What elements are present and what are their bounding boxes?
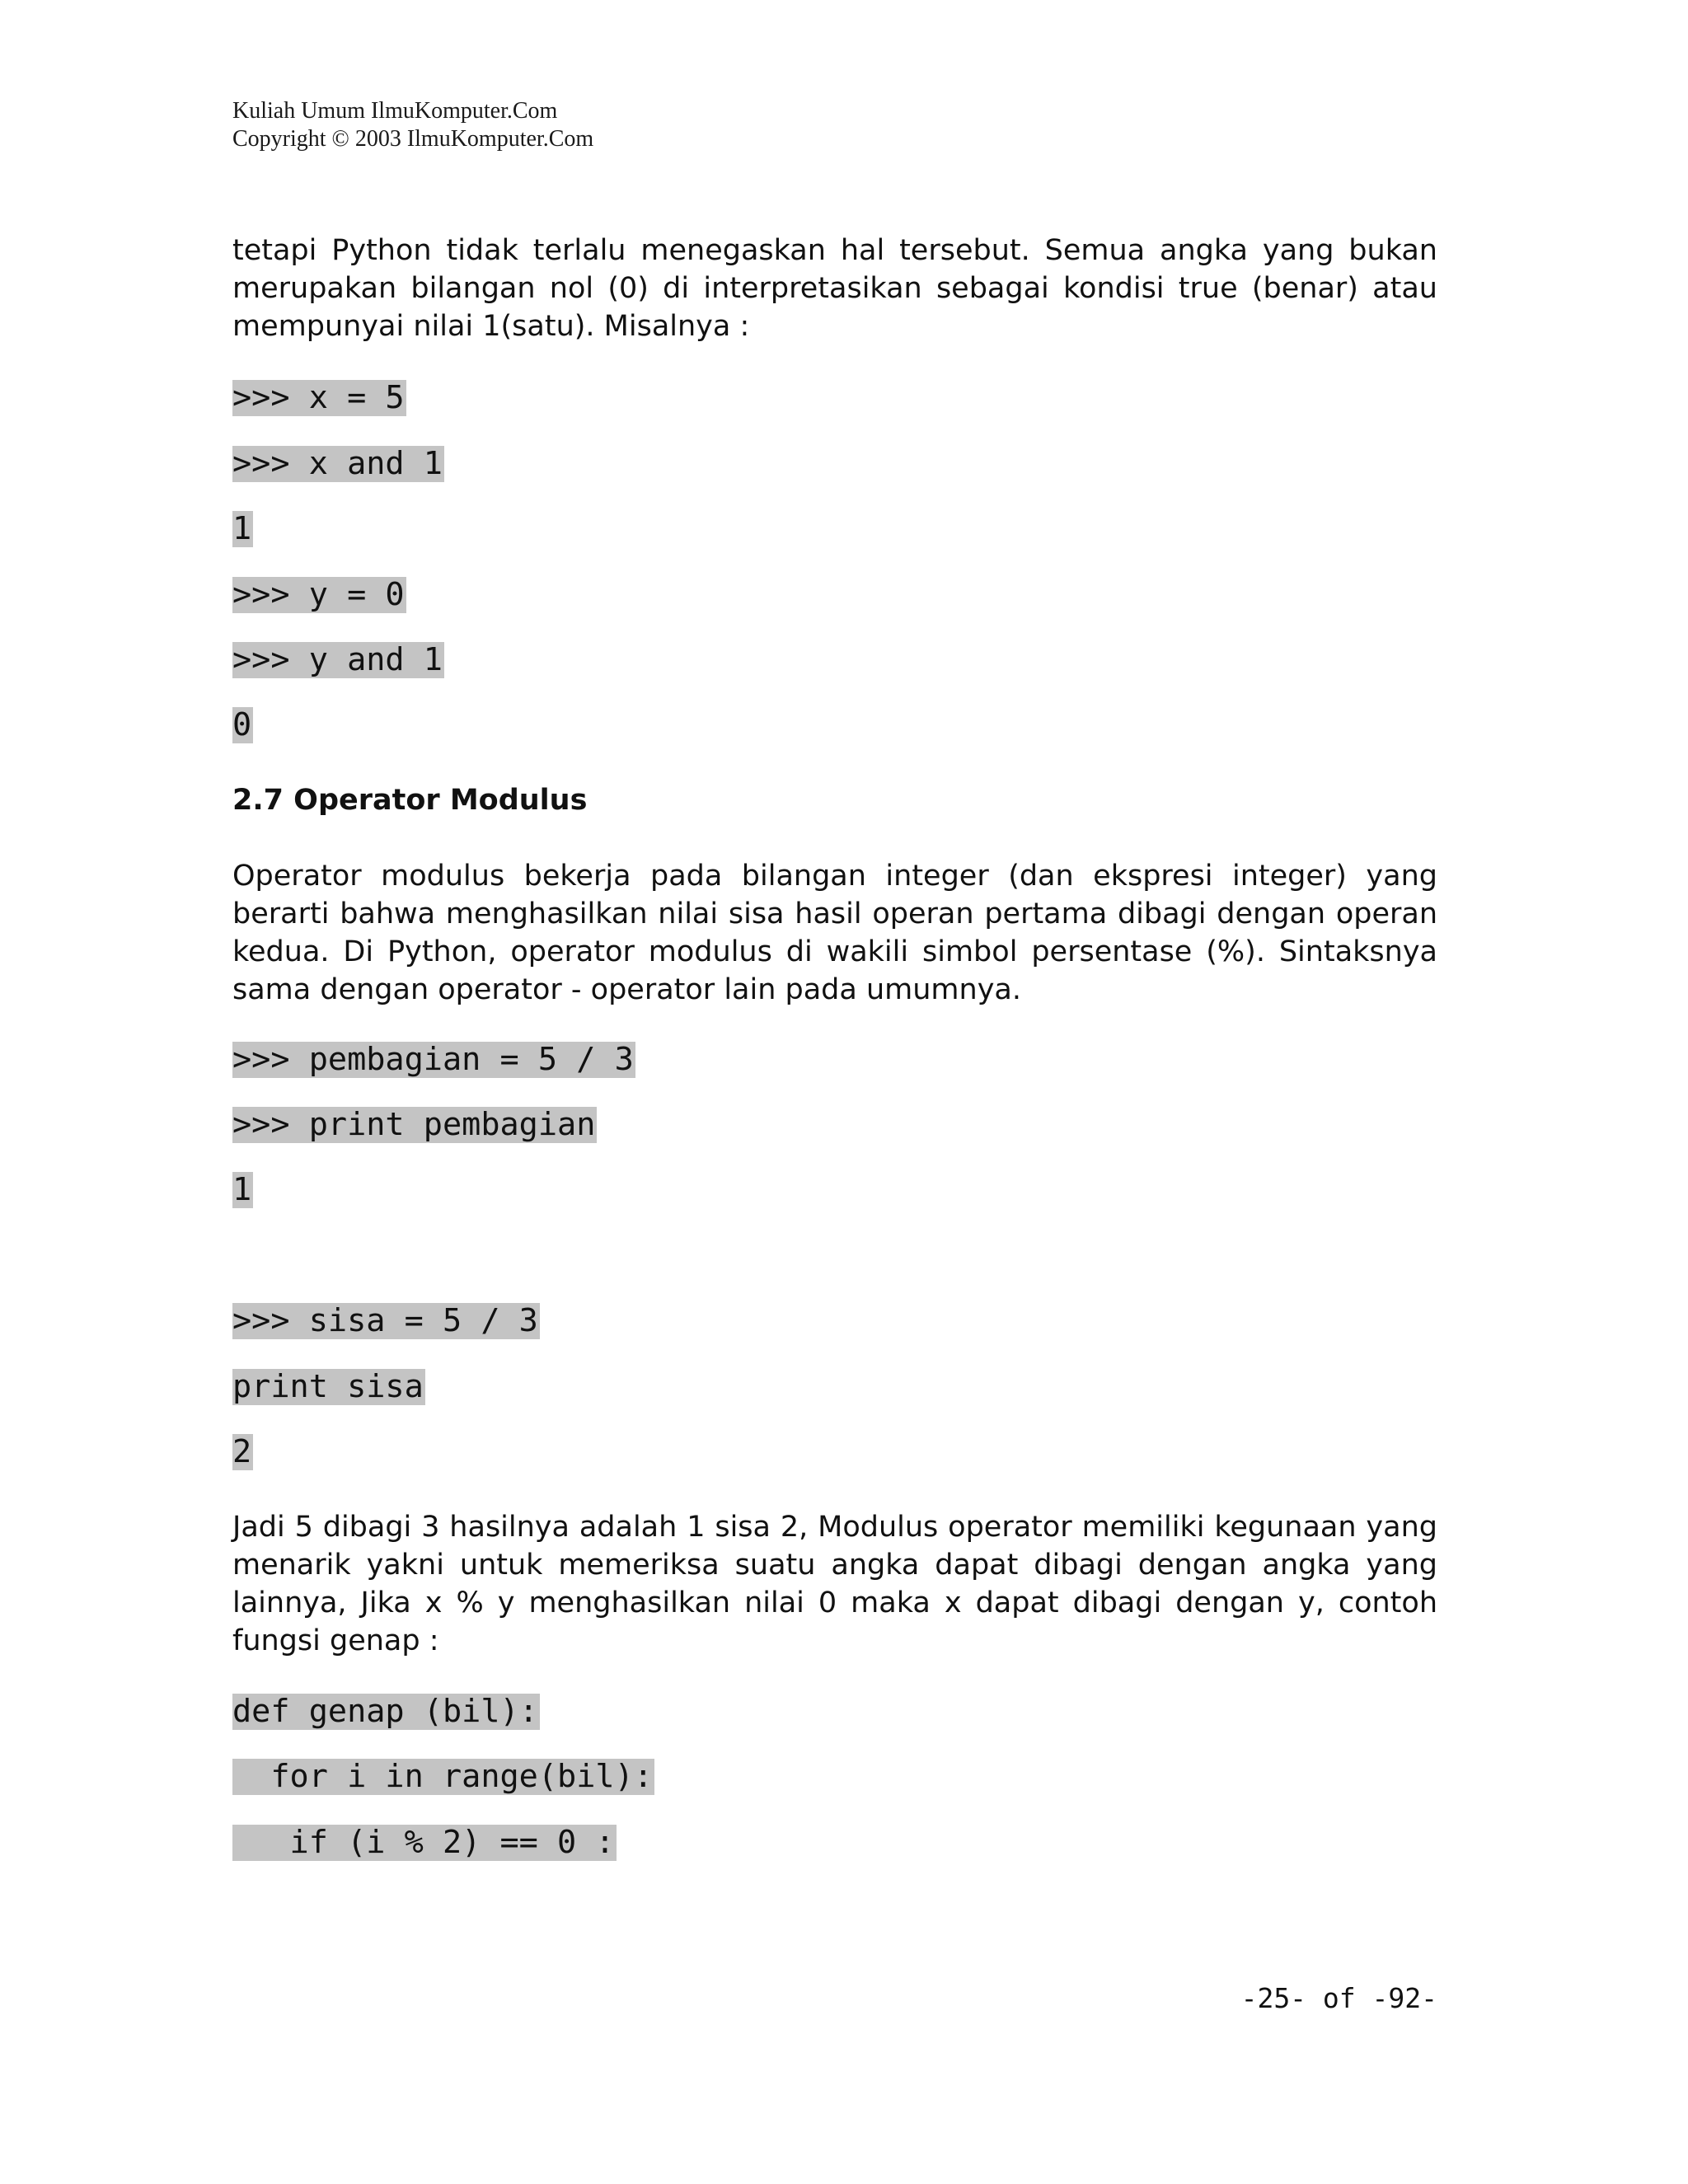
paragraph-line: kedua. Di Python, operator modulus di wakili simbol persentase (%). Sintaksnya <box>232 935 1437 968</box>
code-line: if (i % 2) == 0 : <box>232 1824 615 1861</box>
paragraph-line: lainnya, Jika x % y menghasilkan nilai 0 maka x dapat dibagi dengan y, contoh <box>232 1586 1437 1619</box>
code-line: 2 <box>232 1433 252 1470</box>
code-line: 1 <box>232 1171 252 1208</box>
code-line: >>> x and 1 <box>232 445 443 482</box>
section-heading: 2.7 Operator Modulus <box>232 784 588 817</box>
code-line: >>> y and 1 <box>232 641 443 678</box>
paragraph-line: Jadi 5 dibagi 3 hasilnya adalah 1 sisa 2, Modulus operator memiliki kegunaan yang <box>232 1511 1437 1544</box>
jadi-paragraph <box>232 1508 1437 1660</box>
code-line: 1 <box>232 510 252 547</box>
paragraph-line: mempunyai nilai 1(satu). Misalnya : <box>232 310 750 343</box>
code-line: 0 <box>232 706 252 743</box>
modulus-paragraph <box>232 857 1437 1009</box>
page-number: -25- of -92- <box>1240 1982 1437 2014</box>
code-line: for i in range(bil): <box>232 1758 653 1795</box>
page-header <box>232 97 593 153</box>
code-line: print sisa <box>232 1368 424 1405</box>
code-line: >>> y = 0 <box>232 576 405 613</box>
code-line: >>> sisa = 5 / 3 <box>232 1302 538 1339</box>
code-line: def genap (bil): <box>232 1693 538 1730</box>
intro-paragraph <box>232 232 1437 345</box>
paragraph-line: fungsi genap : <box>232 1624 439 1657</box>
paragraph-line: merupakan bilangan nol (0) di interpretasikan sebagai kondisi true (benar) atau <box>232 272 1437 305</box>
paragraph-line: Operator modulus bekerja pada bilangan integer (dan ekspresi integer) yang <box>232 860 1437 893</box>
code-line: >>> x = 5 <box>232 379 405 416</box>
paragraph-line: sama dengan operator - operator lain pada umumnya. <box>232 973 1021 1006</box>
paragraph-line: menarik yakni untuk memeriksa suatu angka dapat dibagi dengan angka yang <box>232 1549 1437 1582</box>
header-line-2: Copyright © 2003 IlmuKomputer.Com <box>232 126 594 152</box>
paragraph-line: tetapi Python tidak terlalu menegaskan hal tersebut. Semua angka yang bukan <box>232 234 1437 267</box>
paragraph-line: berarti bahwa menghasilkan nilai sisa hasil operan pertama dibagi dengan operan <box>232 898 1437 930</box>
code-line: >>> pembagian = 5 / 3 <box>232 1041 634 1078</box>
header-line-1: Kuliah Umum IlmuKomputer.Com <box>232 98 558 124</box>
code-line: >>> print pembagian <box>232 1106 596 1143</box>
